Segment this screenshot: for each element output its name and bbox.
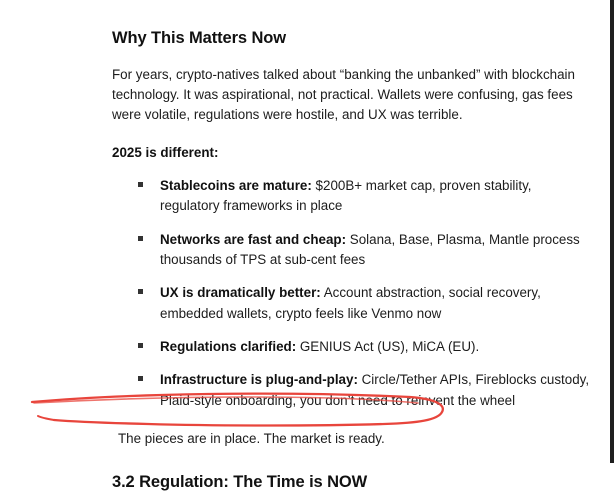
subheading: 2025 is different: — [112, 144, 219, 160]
list-item-text: $200B+ market cap, proven stability, regulatory frameworks in place — [160, 177, 532, 214]
list-item — [138, 230, 590, 271]
bullet-square-icon — [138, 376, 143, 381]
list-item-lead: UX is dramatically better: — [160, 285, 321, 301]
list-item — [138, 176, 590, 217]
list-item-text: Solana, Base, Plasma, Mantle process thousands of TPS at sub-cent fees — [160, 231, 580, 267]
list-item-text: GENIUS Act (US), MiCA (EU). — [296, 339, 480, 355]
list-item — [138, 337, 590, 357]
bullet-square-icon — [138, 236, 143, 241]
list-item-lead: Regulations clarified: — [160, 339, 297, 355]
bullet-square-icon — [138, 343, 143, 348]
bullet-list — [112, 176, 590, 411]
list-item-text: Account abstraction, social recovery, embedded wallets, crypto feels like Venmo now — [160, 285, 541, 321]
page-title: Why This Matters Now — [112, 29, 287, 47]
bullet-square-icon — [138, 289, 143, 294]
list-item-lead: Infrastructure is plug-and-play: — [160, 372, 358, 388]
list-item — [138, 370, 590, 411]
page-edge-rule — [610, 0, 614, 463]
list-item-lead: Stablecoins are mature: — [160, 177, 312, 193]
next-section-heading: 3.2 Regulation: The Time is NOW — [112, 473, 368, 492]
intro-paragraph: For years, crypto-natives talked about “banking the unbanked” with blockchain technology. It was aspirational, not practical. Wallets were confusing, gas fees were volatile, regulations were hostile, and UX was terrible. — [112, 66, 575, 123]
list-item-lead: Networks are fast and cheap: — [160, 231, 347, 247]
document-content — [112, 28, 590, 492]
bullet-square-icon — [138, 182, 143, 187]
list-item-text: Circle/Tether APIs, Fireblocks custody, Plaid-style onboarding, you don’t need to reinvent the wheel — [160, 372, 590, 408]
list-item — [138, 283, 590, 324]
closing-line: The pieces are in place. The market is ready. — [118, 431, 385, 447]
